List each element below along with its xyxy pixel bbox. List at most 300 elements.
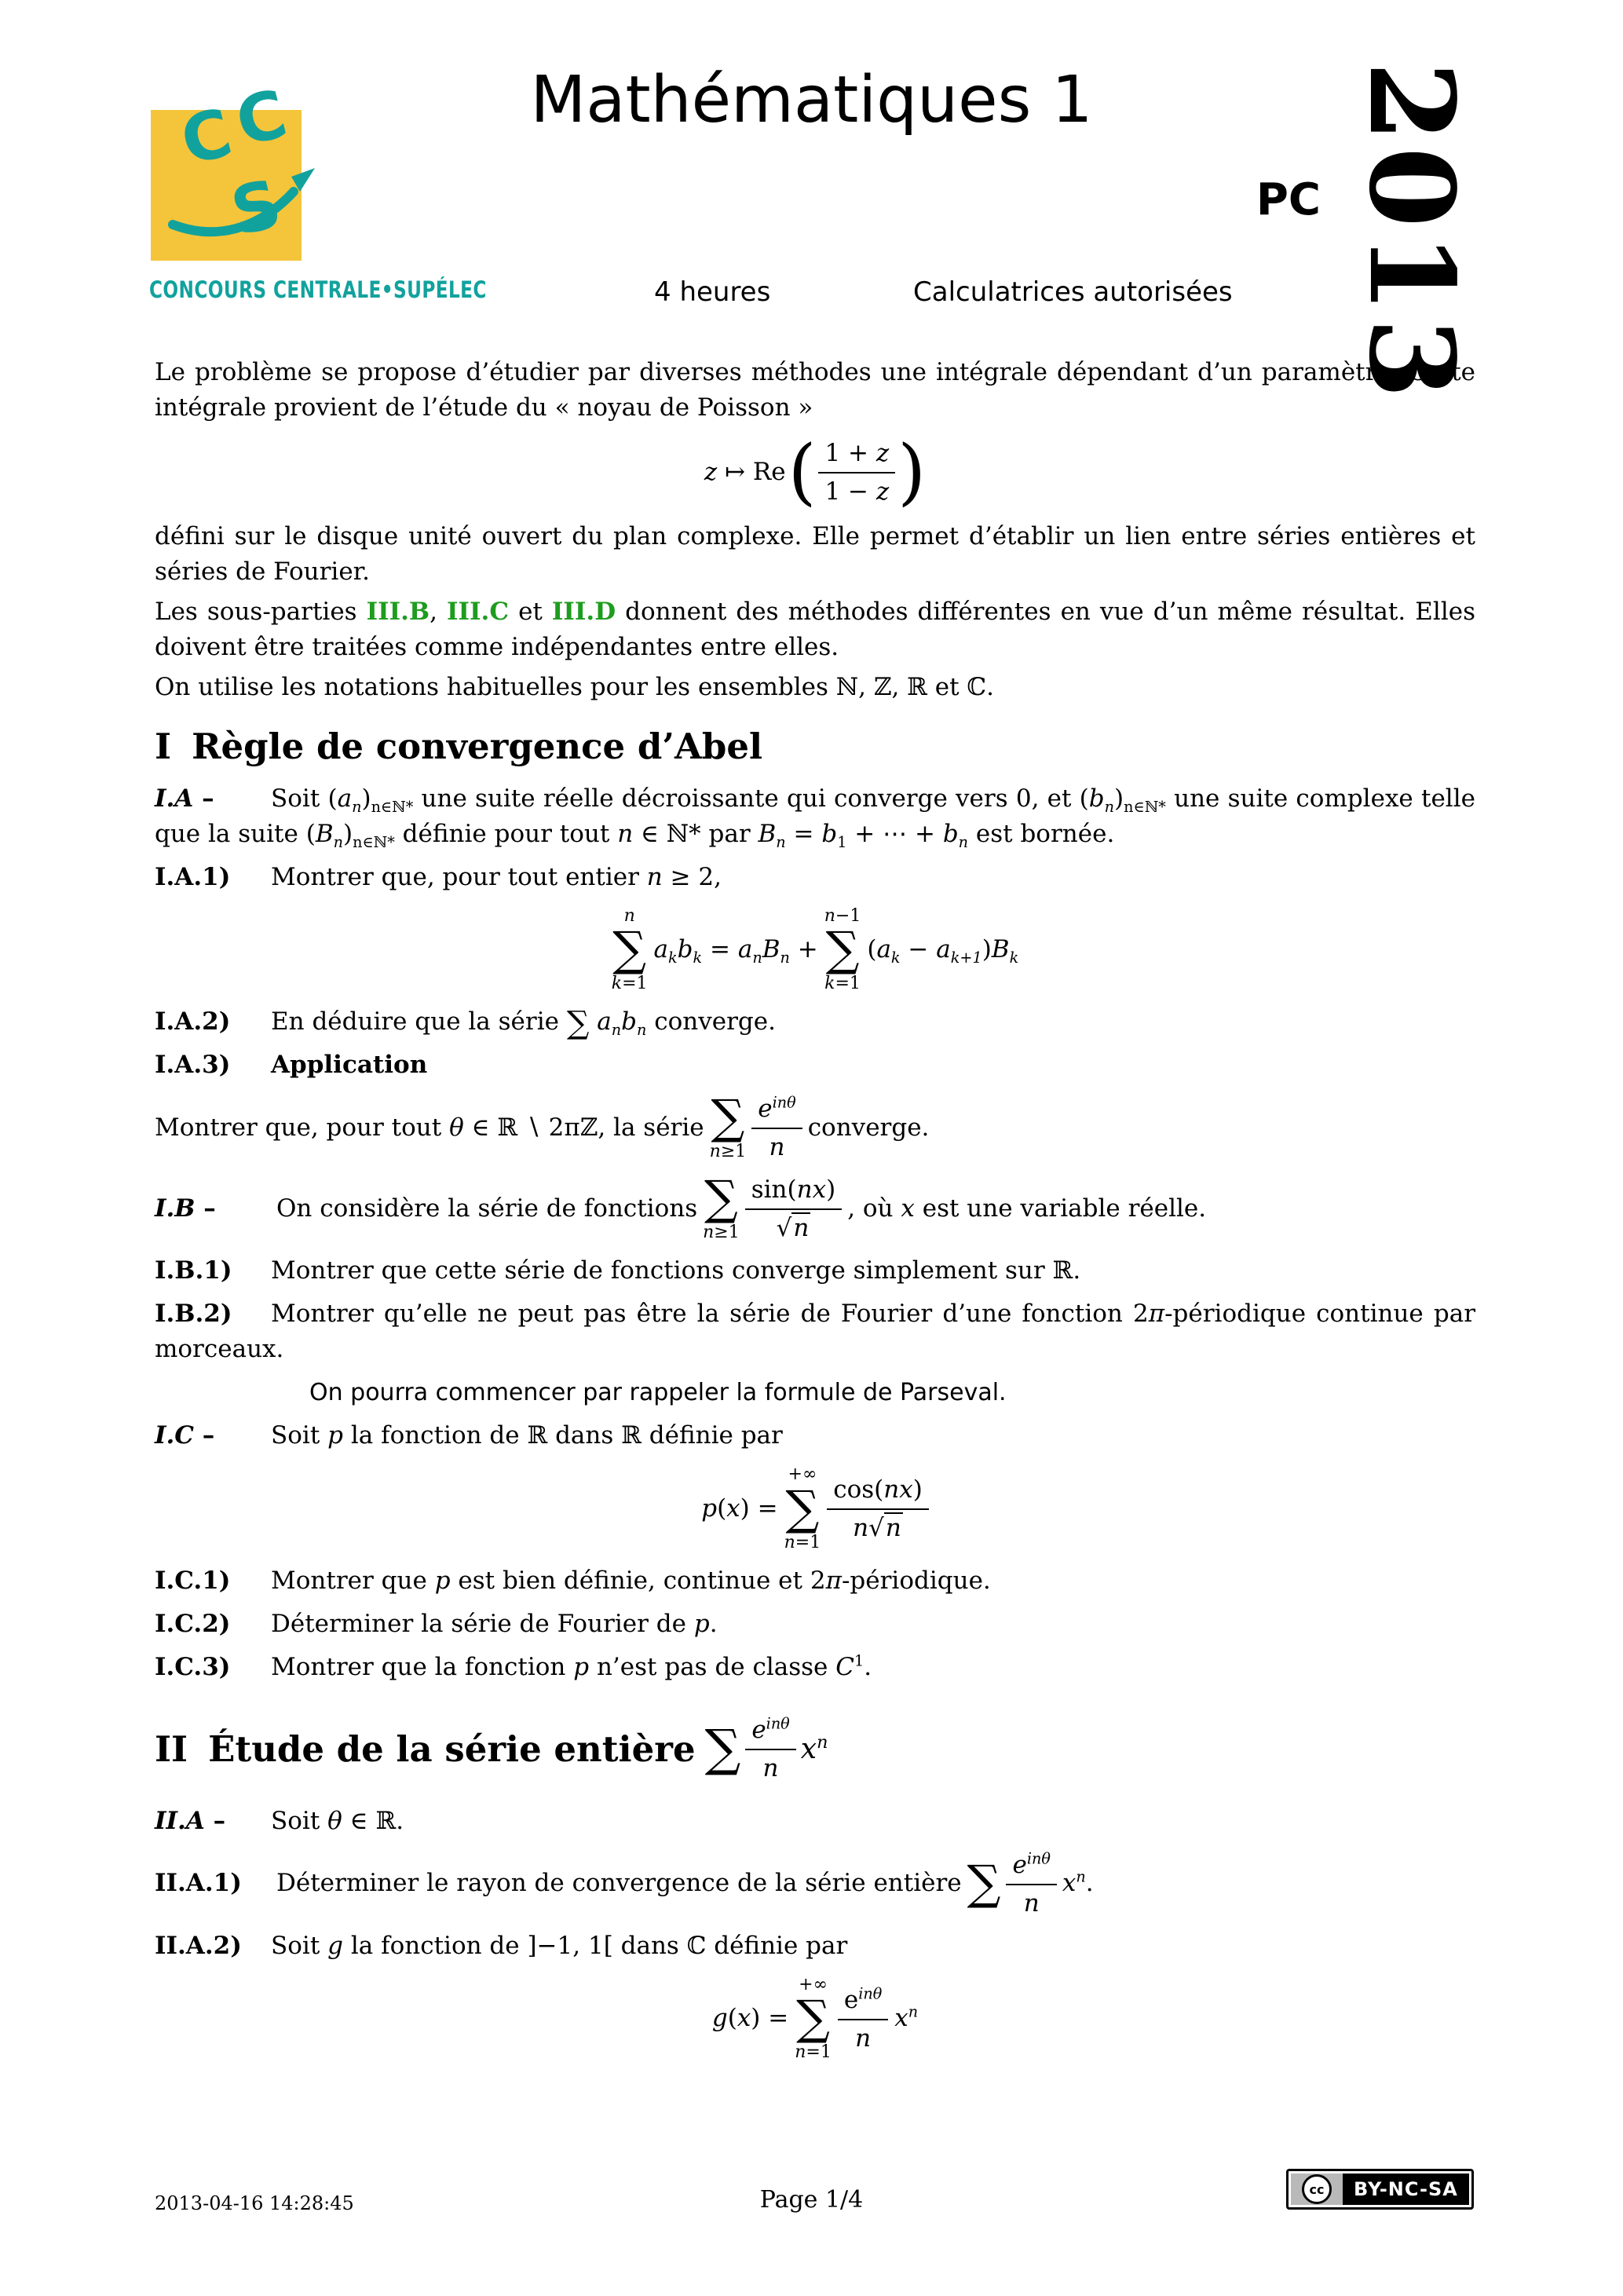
text-segment: On considère la série de fonctions	[276, 1194, 698, 1223]
power-term	[801, 1731, 828, 1767]
question-IIA	[155, 1804, 1475, 1839]
text-segment: n	[795, 2042, 806, 2063]
fraction	[838, 1983, 888, 2055]
question-IA3	[155, 1047, 1475, 1083]
question-IC	[155, 1418, 1475, 1453]
text-segment: une suite réelle décroissante qui converge vers 0, et (	[413, 784, 1089, 813]
statement-text	[155, 1110, 704, 1146]
text-segment: définie pour tout	[394, 819, 618, 848]
text-segment: .	[864, 1652, 872, 1681]
text-segment: −	[900, 934, 937, 963]
question-label	[155, 1563, 271, 1599]
question-label	[155, 860, 271, 895]
text-segment: –	[193, 1421, 215, 1450]
text-segment: On utilise les notations habituelles pour les ensembles ℕ, ℤ, ℝ et ℂ.	[155, 672, 994, 701]
sum-lower-limit	[703, 1223, 740, 1242]
text-segment: z	[704, 457, 718, 486]
track-label: PC	[1256, 174, 1321, 225]
text-segment: √	[776, 1214, 792, 1243]
text-segment: une suite complexe telle que la suite (	[155, 784, 1475, 848]
heading-formula	[705, 1713, 828, 1785]
text-segment: I.A	[155, 784, 194, 813]
text-segment: n∈ℕ*	[353, 832, 395, 851]
question-text	[271, 1653, 872, 1681]
question-text	[847, 1191, 1206, 1227]
text-segment: n	[817, 1731, 828, 1753]
text-segment: a	[936, 934, 951, 963]
sum-lower-limit	[824, 974, 861, 993]
text-segment: a	[876, 934, 891, 963]
text-segment: b	[821, 819, 838, 848]
question-IC1	[155, 1563, 1475, 1599]
text-segment: x	[737, 2004, 751, 2033]
text-segment: n	[793, 1214, 810, 1243]
text-segment: inθ	[772, 1093, 796, 1112]
text-segment: k	[611, 973, 623, 993]
sum-operator	[784, 1464, 821, 1552]
text-segment: n	[1104, 797, 1115, 816]
question-text	[271, 1567, 991, 1595]
text-segment: , où	[847, 1194, 901, 1223]
text-segment: + ⋯ +	[846, 819, 943, 848]
text-segment: =	[702, 934, 738, 963]
statement-text	[808, 1110, 930, 1146]
numerator	[751, 1092, 802, 1129]
text-segment: C	[835, 1652, 854, 1681]
equation-middle	[654, 932, 818, 967]
text-segment: θ	[449, 1113, 464, 1142]
year-label: 2013	[1343, 61, 1480, 404]
text-segment: et	[509, 597, 552, 626]
denominator	[855, 2020, 871, 2054]
text-segment: x	[800, 1732, 817, 1765]
question-label	[155, 781, 271, 817]
text-segment: b	[1088, 784, 1105, 813]
text-segment: n	[855, 2024, 872, 2053]
text-segment: B	[315, 819, 334, 848]
text-segment: Soit	[271, 1421, 328, 1450]
text-segment: )	[912, 1475, 923, 1504]
denominator	[853, 1510, 903, 1544]
sum-lower-limit	[795, 2042, 832, 2062]
text-segment: ) =	[751, 2004, 789, 2033]
text-segment: I.B	[155, 1194, 196, 1223]
text-segment: I.C.3)	[155, 1652, 231, 1681]
text-segment: p	[327, 1421, 343, 1450]
question-label	[155, 1418, 271, 1453]
document-body	[155, 350, 1475, 2074]
text-segment: II.A.2)	[155, 1932, 242, 1961]
text-segment: =1	[835, 973, 861, 993]
question-text	[155, 1300, 1475, 1363]
text-segment: -périodique.	[841, 1566, 991, 1595]
text-segment: -périodique continue par morceaux.	[155, 1300, 1476, 1364]
text-segment: 1 +	[824, 439, 876, 467]
question-text	[155, 784, 1475, 851]
sum-lower-limit	[784, 1533, 821, 1552]
text-segment: converge.	[807, 1113, 930, 1142]
text-segment: En déduire que la série	[271, 1007, 567, 1036]
text-segment: cos(	[833, 1475, 884, 1504]
text-segment: k	[824, 973, 835, 993]
cc-license-label: BY-NC-SA	[1343, 2174, 1469, 2205]
footer-timestamp: 2013-04-16 14:28:45	[155, 2192, 354, 2214]
question-IIA2	[155, 1929, 1475, 1964]
text-segment: )	[826, 1175, 836, 1204]
text-segment: n	[853, 1514, 869, 1543]
question-IIA1	[155, 1848, 1475, 1920]
text-segment: g	[711, 2004, 728, 2033]
question-label	[155, 1253, 271, 1289]
text-segment: n	[703, 1222, 715, 1242]
text-segment: =1	[622, 973, 648, 993]
duration-label: 4 heures	[654, 276, 771, 308]
sum-operator	[612, 906, 648, 994]
text-segment: Soit	[271, 1806, 328, 1835]
text-segment: n	[1076, 1868, 1086, 1887]
power-term	[1062, 1866, 1094, 1901]
text-segment: +∞	[788, 1464, 817, 1485]
question-IA2	[155, 1004, 1475, 1040]
text-segment: g	[327, 1932, 343, 1961]
question-IB2	[155, 1296, 1475, 1367]
question-IC3	[155, 1650, 1475, 1685]
text-segment: Le problème se propose d’étudier par diverses méthodes une intégrale dépendant d’un paramètre. Cette intégrale provient de l’étude du « noyau de Poisson »	[155, 358, 1475, 422]
text-segment: n	[769, 1133, 785, 1162]
text-segment: n	[784, 1532, 795, 1552]
text-segment: –	[204, 1806, 226, 1835]
svg-text:C: C	[174, 93, 239, 181]
text-segment: ≥ 2,	[662, 862, 722, 891]
svg-text:S: S	[224, 164, 289, 251]
text-segment: n∈ℕ*	[1124, 797, 1166, 816]
sum-operator	[709, 1090, 747, 1162]
text-segment: )	[361, 784, 371, 813]
text-segment: k+1	[950, 949, 982, 967]
text-segment: n	[824, 905, 835, 926]
fraction	[827, 1473, 929, 1545]
numerator	[1006, 1848, 1056, 1885]
text-segment: p	[573, 1652, 590, 1681]
text-segment: k	[1009, 949, 1019, 967]
sum-lower-limit	[710, 1142, 747, 1161]
cc-license-badge[interactable]	[1286, 2169, 1474, 2210]
text-segment: θ	[327, 1806, 342, 1835]
text-segment: e	[751, 1715, 766, 1744]
equation-lhs	[704, 455, 786, 490]
numerator	[745, 1173, 842, 1210]
equation-lhs	[712, 2001, 788, 2036]
text-segment: n	[752, 949, 762, 967]
question-text	[271, 1807, 404, 1835]
text-segment: −1	[835, 905, 861, 926]
text-segment: b	[677, 934, 693, 963]
text-segment: k	[668, 949, 678, 967]
fraction	[745, 1173, 842, 1245]
denominator	[763, 1750, 779, 1784]
text-segment: ≥1	[714, 1222, 740, 1242]
sum-symbol: ∑	[825, 921, 860, 977]
ccs-wordmark: CONCOURS CENTRALE•SUPÉLEC	[149, 276, 487, 303]
text-segment: n	[646, 862, 663, 891]
intro-paragraph-1	[155, 355, 1475, 426]
text-segment: ) =	[740, 1493, 778, 1523]
text-segment: inθ	[858, 1984, 883, 2003]
text-segment: +	[789, 934, 818, 963]
question-IA3-statement	[155, 1092, 1475, 1164]
sum-lower-limit	[612, 974, 648, 993]
text-segment: =	[785, 819, 822, 848]
text-segment: Montrer que cette série de fonctions converge simplement sur ℝ.	[271, 1256, 1081, 1285]
numerator	[838, 1983, 888, 2020]
text-segment: ≥1	[720, 1142, 747, 1162]
question-text	[271, 863, 722, 891]
sum-symbol: ∑	[796, 1991, 830, 2046]
text-segment: inθ	[766, 1714, 790, 1733]
text-segment: (	[727, 2004, 737, 2033]
sum-symbol: ∑	[704, 1170, 738, 1226]
question-text	[271, 1610, 718, 1638]
sum-operator	[795, 1975, 832, 2063]
svg-text:C: C	[228, 75, 294, 162]
text-segment: a	[337, 784, 353, 813]
hint-parseval	[309, 1375, 1475, 1410]
text-segment: n	[776, 832, 786, 851]
equation-p-definition	[155, 1464, 1475, 1552]
question-text	[276, 1191, 697, 1227]
denominator	[769, 1129, 784, 1163]
text-segment: Soit (	[271, 784, 338, 813]
text-segment: ∑	[566, 1005, 590, 1042]
text-segment: Montrer que	[271, 1566, 435, 1595]
sum-operator	[703, 1170, 740, 1242]
text-segment: e	[758, 1095, 773, 1124]
text-segment: I.B.2)	[155, 1300, 232, 1329]
question-label	[155, 1650, 271, 1685]
text-segment: z	[875, 477, 890, 506]
fraction	[818, 437, 895, 508]
text-segment: b	[621, 1007, 637, 1036]
question-label	[155, 1004, 271, 1040]
text-segment: Déterminer le rayon de convergence de la série entière	[276, 1869, 962, 1898]
text-segment: 1	[837, 832, 847, 851]
text-segment: Montrer que, pour tout entier	[271, 862, 647, 891]
question-label	[155, 1296, 271, 1332]
text-segment: 1 −	[824, 477, 876, 506]
question-label	[155, 1929, 271, 1964]
question-IA	[155, 781, 1475, 852]
link-ref-III-D[interactable]: III.D	[551, 597, 616, 626]
text-segment: Étude de la série entière	[208, 1727, 696, 1770]
text-segment: la fonction de ℝ dans ℝ définie par	[343, 1421, 783, 1450]
text-segment: Montrer que la fonction	[271, 1652, 574, 1681]
question-text	[271, 1051, 427, 1079]
text-segment: p	[701, 1493, 718, 1523]
sum-symbol: ∑	[612, 921, 647, 977]
sum-operator	[824, 906, 861, 994]
text-segment: inθ	[1026, 1849, 1051, 1868]
fraction	[1006, 1848, 1056, 1920]
text-segment: 1	[854, 1651, 865, 1670]
intro-paragraph-2	[155, 519, 1475, 590]
text-segment: Montrer qu’elle ne peut pas être la série de Fourier d’une fonction 2	[271, 1300, 1149, 1329]
text-segment: ∈ ℝ ∖ 2πℤ, la série	[463, 1113, 704, 1142]
text-segment: n	[333, 832, 343, 851]
text-segment: ∈ ℕ* par	[633, 819, 758, 848]
text-segment: I.C.2)	[155, 1609, 231, 1638]
question-label	[155, 1866, 271, 1901]
text-segment: II.A	[155, 1806, 205, 1835]
power-term	[894, 2001, 918, 2036]
text-segment: n	[762, 1754, 779, 1783]
text-segment: B	[762, 934, 780, 963]
text-segment: On pourra commencer par rappeler la formule de Parseval.	[309, 1379, 1007, 1407]
link-ref-III-B[interactable]: III.B	[366, 597, 430, 626]
equation-g-definition	[155, 1975, 1475, 2063]
sum-operator	[967, 1855, 1001, 1911]
denominator	[1024, 1885, 1040, 1919]
text-segment: π	[825, 1566, 842, 1595]
intro-paragraph-3	[155, 594, 1475, 665]
equation-abel-summation	[155, 906, 1475, 994]
text-segment: est bien définie, continue et 2	[450, 1566, 826, 1595]
text-segment: I.C.1)	[155, 1566, 231, 1595]
page-title: Mathématiques 1	[530, 63, 1093, 137]
sum-symbol: ∑	[711, 1090, 745, 1146]
text-segment: n	[623, 905, 635, 926]
text-segment: n’est pas de classe	[589, 1652, 836, 1681]
text-segment: I.C	[155, 1421, 194, 1450]
text-segment: √	[868, 1514, 884, 1543]
text-segment: z	[875, 439, 890, 467]
sum-symbol: ∑	[704, 1719, 741, 1778]
text-segment: est bornée.	[968, 819, 1115, 848]
question-text	[271, 1005, 776, 1042]
text-segment: Règle de convergence d’Abel	[192, 725, 763, 767]
fraction	[751, 1092, 802, 1164]
text-segment: (	[717, 1493, 727, 1523]
question-text	[271, 1932, 847, 1960]
text-segment: .	[1085, 1869, 1094, 1898]
text-segment: e	[843, 1985, 859, 2014]
text-segment: II.A.1)	[155, 1869, 242, 1898]
section-1-heading	[155, 725, 1475, 767]
text-segment: sin(	[751, 1175, 797, 1204]
text-segment: p	[434, 1566, 451, 1595]
poisson-kernel-equation: z ↦ Re ( $\frac{1 + z}{1 - z}$ )	[704, 430, 927, 514]
text-segment: ,	[430, 597, 448, 626]
heading-text	[155, 1727, 696, 1770]
text-segment: n	[611, 1021, 622, 1040]
text-segment: x	[901, 1194, 915, 1223]
text-segment: I.A.1)	[155, 862, 231, 891]
text-segment: x	[726, 1493, 740, 1523]
text-segment: Application	[271, 1051, 428, 1080]
sum-symbol: ∑	[967, 1855, 1001, 1911]
text-segment: n	[617, 819, 634, 848]
text-segment: donnent des méthodes différentes en vue d’un même résultat. Elles doivent être traitées comme indépendantes entre elles.	[155, 597, 1475, 661]
text-segment: nx	[883, 1475, 913, 1504]
text-segment: k	[890, 949, 901, 967]
question-label	[155, 1191, 271, 1227]
question-label	[155, 1607, 271, 1642]
fraction	[745, 1713, 795, 1785]
text-segment: Les sous-parties	[155, 597, 367, 626]
text-segment: n	[885, 1514, 901, 1543]
text-segment: B	[991, 934, 1010, 963]
numerator	[745, 1713, 795, 1750]
text-segment: a	[589, 1007, 612, 1036]
link-ref-III-C[interactable]: III.C	[447, 597, 510, 626]
text-segment: a	[737, 934, 753, 963]
calculators-label: Calculatrices autorisées	[913, 276, 1233, 308]
question-text	[271, 1256, 1080, 1285]
denominator	[824, 473, 889, 507]
text-segment: ∈ ℝ.	[342, 1806, 404, 1835]
text-segment: Soit	[271, 1932, 328, 1961]
text-segment: n	[908, 2003, 919, 2022]
cc-icon	[1291, 2174, 1343, 2205]
text-segment: )	[981, 934, 992, 963]
text-segment: I	[155, 725, 172, 767]
denominator	[777, 1210, 811, 1244]
text-segment: Montrer que, pour tout	[155, 1113, 450, 1142]
text-segment: I.A.2)	[155, 1007, 231, 1036]
text-segment: )	[342, 819, 353, 848]
question-IB1	[155, 1253, 1475, 1289]
text-segment: n	[636, 1021, 647, 1040]
text-segment: I.A.3)	[155, 1051, 231, 1080]
cc-circle-glyph: cc	[1302, 2174, 1332, 2204]
text-segment: n	[352, 797, 362, 816]
text-segment: II	[155, 1727, 188, 1770]
text-segment: n	[709, 1142, 721, 1162]
text-segment: –	[193, 784, 214, 813]
text-segment: nx	[796, 1175, 827, 1204]
question-label	[155, 1804, 271, 1839]
text-segment: Déterminer la série de Fourier de	[271, 1609, 694, 1638]
text-segment: x	[894, 2004, 908, 2033]
text-segment: =1	[795, 1532, 821, 1552]
text-segment: x	[1062, 1869, 1077, 1898]
text-segment: =1	[806, 2042, 832, 2063]
text-segment: est une variable réelle.	[914, 1194, 1207, 1223]
text-segment: défini sur le disque unité ouvert du plan complexe. Elle permet d’établir un lien entre séries entières et séries de Fourier.	[155, 521, 1475, 586]
text-segment: n	[1023, 1888, 1040, 1918]
text-segment: ↦ Re	[717, 457, 786, 486]
text-segment: (	[867, 934, 877, 963]
sum-symbol: ∑	[785, 1480, 820, 1536]
numerator	[827, 1473, 929, 1510]
text-segment: π	[1148, 1300, 1165, 1329]
text-segment: p	[693, 1609, 710, 1638]
footer-page-number: Page 1/4	[759, 2186, 864, 2214]
question-text	[271, 1421, 783, 1450]
text-segment: +∞	[799, 1975, 828, 1995]
text-segment: .	[709, 1609, 718, 1638]
intro-paragraph-4	[155, 670, 1475, 705]
question-IB	[155, 1170, 1475, 1245]
text-segment: e	[1012, 1850, 1027, 1879]
text-segment: I.B.1)	[155, 1256, 232, 1285]
text-segment: B	[758, 819, 777, 848]
text-segment: a	[653, 934, 669, 963]
text-segment: la fonction de ]−1, 1[ dans ℂ définie par	[343, 1932, 848, 1961]
text-segment: )	[1114, 784, 1124, 813]
question-text	[276, 1866, 962, 1901]
text-segment: converge.	[646, 1007, 776, 1036]
question-label	[155, 1047, 271, 1083]
